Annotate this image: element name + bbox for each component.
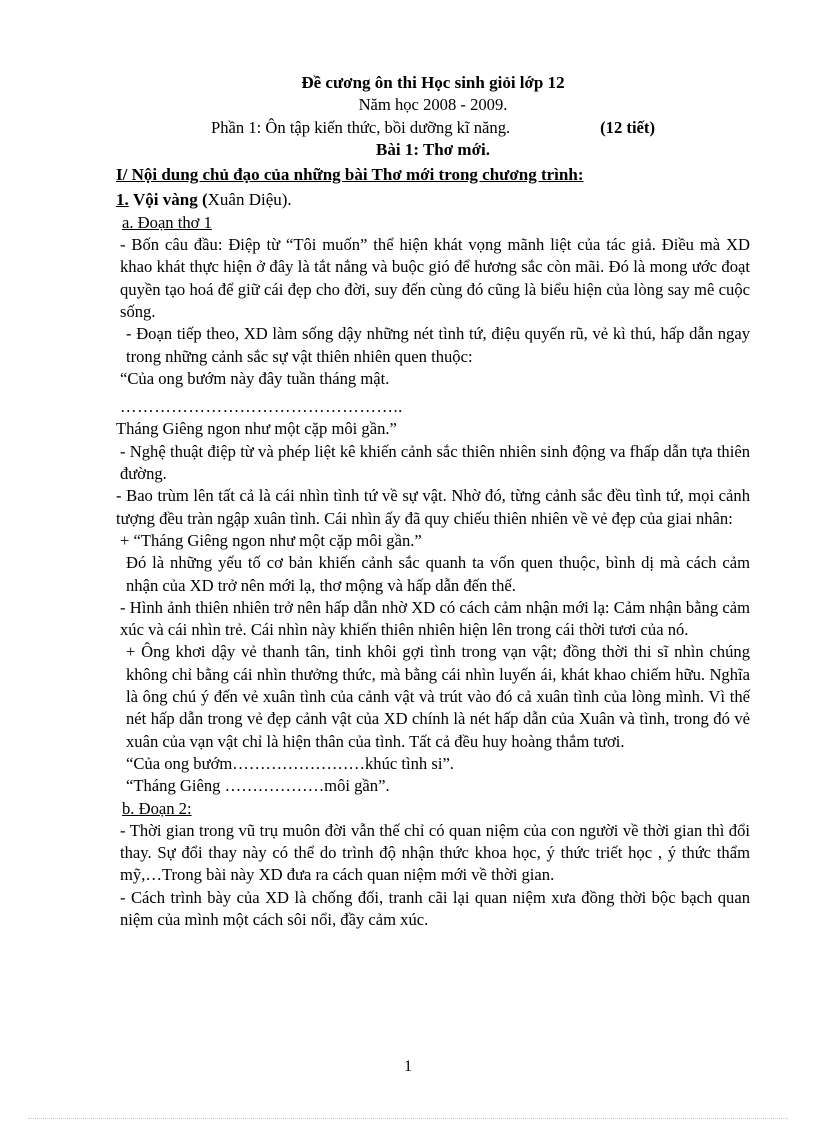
document-body: [116, 72, 750, 931]
item-heading: [116, 189, 750, 211]
paragraph: Đó là những yếu tố cơ bản khiến cảnh sắc quanh ta vốn quen thuộc, bình dị mà cách cảm nhận của XD trở nên mới lạ, thơ mộng và hấp dẫn đến thế.: [126, 553, 750, 595]
page-number: 1: [404, 1058, 412, 1075]
quote-line: “Của ong bướm này đây tuần tháng mật.: [120, 368, 390, 388]
quote-line: “Tháng Giêng ………………môi gần”.: [126, 776, 390, 796]
quote-line: “Của ong bướm……………………khúc tình si”.: [126, 753, 454, 773]
paragraph: - Đoạn tiếp theo, XD làm sống dậy những nét tình tứ, điệu quyến rũ, vẻ kì thú, hấp dẫn ngay trong những cảnh sắc sự vật thiên nhiên quen thuộc:: [126, 324, 750, 366]
paragraph: - Bao trùm lên tất cả là cái nhìn tình tứ về sự vật. Nhờ đó, từng cảnh sắc đều tình tứ, mọi cảnh tượng đều tràn ngập xuân tình. Cái nhìn ấy đã quy chiếu thiên nhiên về vẻ đẹp của giai nhân:: [116, 486, 750, 528]
subheading-a: a. Đoạn thơ 1: [122, 212, 212, 232]
paragraph: - Hình ảnh thiên nhiên trở nên hấp dẫn nhờ XD có cách cảm nhận mới lạ: Cảm nhận bằng cảm xúc và cái nhìn trẻ. Cái nhìn này khiến thiên nhiên hiện lên trong cái thời tươi của nó.: [120, 597, 750, 640]
section-heading: I/ Nội dung chủ đạo của những bài Thơ mới trong chương trình:: [116, 165, 584, 185]
paragraph: + Ông khơi dậy vẻ thanh tân, tinh khôi gợi tình trong vạn vật; đồng thời thi sĩ nhìn chúng không chỉ bằng cái nhìn thưởng thức, mà bằng cái nhìn luyến ái, khát khao chiếm hữu. Nghĩa là ông chú ý đến vẻ xuân tình của cảnh vật và trút vào đó cả xuân tình của lòng mình. Vì thế nét hấp dẫn trong vẻ đẹp cảnh vật của XD chính là nét hấp dẫn của Xuân và tình, trong đó vẻ xuân của vạn vật chỉ là hiện thân của tình. Tất cả đều huy hoàng thắm tươi.: [126, 642, 750, 751]
paragraph: - Nghệ thuật điệp từ và phép liệt kê khiến cảnh sắc thiên nhiên sinh động va fhấp dẫn tựa thiên đường.: [120, 441, 750, 484]
item-author: Xuân Diệu).: [207, 190, 292, 210]
school-year: Năm học 2008 - 2009.: [358, 95, 508, 115]
quote-ellipsis: …………………………………………..: [120, 397, 403, 417]
paragraph: - Bốn câu đầu: Điệp từ “Tôi muốn” thể hiện khát vọng mãnh liệt của tác giả. Điều mà XD khao khát thực hiện ở đây là tắt nắng và buộc gió để hương sắc còn mãi. Đó là mong ước đoạt quyền tạo hoá để giữ cái đẹp cho đời, suy đến cùng đó cũng là biểu hiện của lòng say mê cuộc sống.: [120, 235, 750, 321]
item-name: Vội vàng (: [133, 190, 208, 210]
document-title: Đề cương ôn thi Học sinh giỏi lớp 12: [301, 73, 565, 92]
paragraph: + “Tháng Giêng ngon như một cặp môi gần.”: [120, 530, 422, 550]
item-number: 1.: [116, 190, 129, 210]
quote-line: Tháng Giêng ngon như một cặp môi gần.”: [116, 419, 397, 439]
paragraph: - Thời gian trong vũ trụ muôn đời vẫn thế chỉ có quan niệm của con người về thời gian thì đổi thay. Sự đổi thay này có thể do trình độ nhận thức khoa học, ý thức triết học , ý thức thẩm mỹ,…Trong bài này XD đưa ra cách quan niệm mới về thời gian.: [120, 820, 750, 885]
part-heading: Phần 1: Ôn tập kiến thức, bồi dưỡng kĩ năng.: [211, 117, 511, 137]
lesson-title: Bài 1: Thơ mới.: [376, 139, 490, 159]
page-bottom-divider: [28, 1118, 788, 1119]
paragraph: - Cách trình bày của XD là chống đối, tranh cãi lại quan niệm xưa đồng thời bộc bạch quan niệm của mình một cách sôi nổi, đầy cảm xúc.: [120, 887, 750, 929]
subheading-b: b. Đoạn 2:: [122, 798, 192, 818]
part-heading-row: [116, 117, 750, 139]
hours-label: (12 tiết): [600, 117, 655, 137]
